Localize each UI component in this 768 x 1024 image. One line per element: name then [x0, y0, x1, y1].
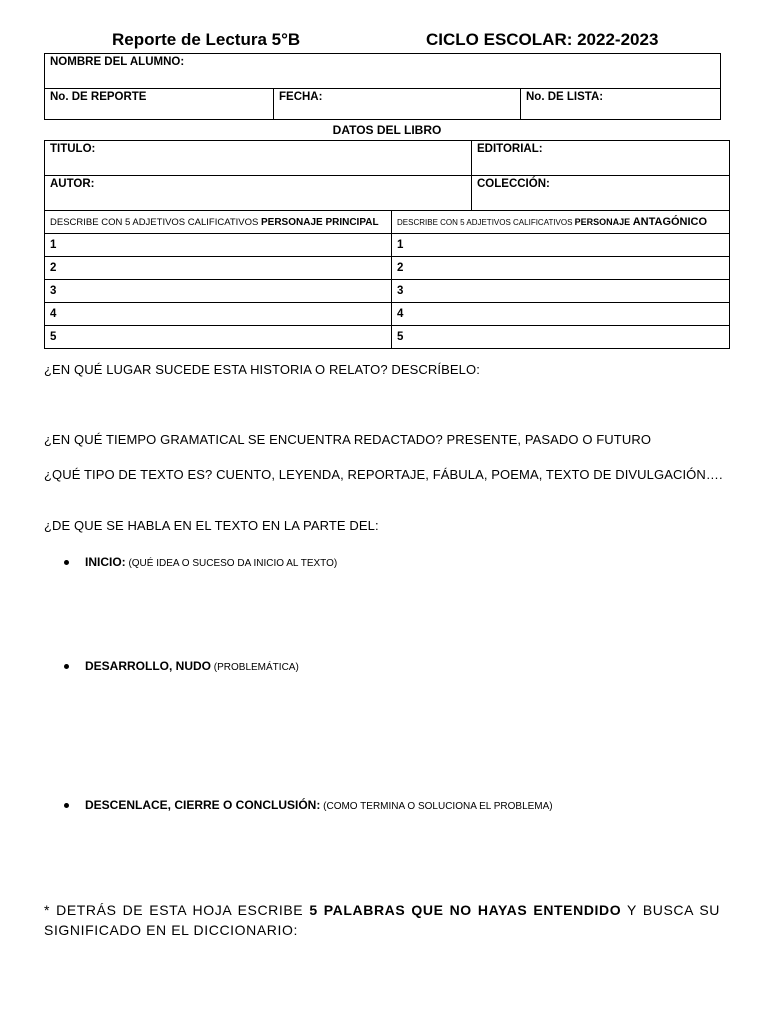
row-number: 1	[50, 239, 57, 251]
list-number-field[interactable]	[521, 89, 721, 120]
bullet-icon	[64, 560, 69, 565]
main-character-row[interactable]	[45, 280, 392, 303]
bullet-icon	[64, 664, 69, 669]
student-info-table	[44, 53, 721, 120]
report-number-field[interactable]	[45, 89, 274, 120]
bullet-icon	[64, 803, 69, 808]
main-character-row[interactable]	[45, 257, 392, 280]
antagonist-row[interactable]	[392, 257, 730, 280]
editorial-label: EDITORIAL:	[477, 143, 543, 155]
question-place: ¿EN QUÉ LUGAR SUCEDE ESTA HISTORIA O RELATO? DESCRÍBELO:	[44, 362, 480, 377]
final-instruction	[44, 900, 720, 940]
student-name-label: NOMBRE DEL ALUMNO:	[50, 56, 185, 68]
main-character-row[interactable]	[45, 303, 392, 326]
book-data-table	[44, 140, 730, 349]
school-cycle: CICLO ESCOLAR: 2022-2023	[426, 30, 659, 49]
author-label: AUTOR:	[50, 178, 95, 190]
question-type: ¿QUÉ TIPO DE TEXTO ES? CUENTO, LEYENDA, REPORTAJE, FÁBULA, POEMA, TEXTO DE DIVULGACIÓN….	[44, 467, 723, 482]
antagonist-row[interactable]	[392, 280, 730, 303]
main-character-header	[45, 211, 392, 234]
row-number: 2	[397, 262, 404, 274]
antagonist-bold-2: ANTAGÓNICO	[632, 216, 708, 228]
part-inicio	[64, 555, 337, 569]
row-number: 5	[50, 331, 57, 343]
question-tense: ¿EN QUÉ TIEMPO GRAMATICAL SE ENCUENTRA REDACTADO? PRESENTE, PASADO O FUTURO	[44, 432, 652, 447]
date-field[interactable]	[274, 89, 521, 120]
antagonist-row[interactable]	[392, 234, 730, 257]
final-bold: 5 PALABRAS QUE NO HAYAS ENTENDIDO	[309, 902, 622, 918]
row-number: 3	[50, 285, 57, 297]
main-character-row[interactable]	[45, 326, 392, 349]
final-prefix: * DETRÁS DE ESTA HOJA ESCRIBE	[44, 902, 310, 918]
editorial-field[interactable]	[472, 141, 730, 176]
date-label: FECHA:	[279, 91, 323, 103]
main-character-prefix: DESCRIBE CON 5 ADJETIVOS CALIFICATIVOS	[50, 216, 261, 228]
antagonist-row[interactable]	[392, 303, 730, 326]
collection-label: COLECCIÓN:	[477, 178, 550, 190]
antagonist-row[interactable]	[392, 326, 730, 349]
question-parts: ¿DE QUE SE HABLA EN EL TEXTO EN LA PARTE DEL:	[44, 518, 379, 533]
main-character-row[interactable]	[45, 234, 392, 257]
list-number-label: No. DE LISTA:	[526, 91, 604, 103]
part-desenlace	[64, 798, 553, 812]
report-number-label: No. DE REPORTE	[50, 91, 147, 103]
final-suffix: Y BUSCA SU SIGNIFICADO EN EL DICCIONARIO:	[44, 902, 720, 938]
book-title-label: TITULO:	[50, 143, 96, 155]
desenlace-note: (COMO TERMINA O SOLUCIONA EL PROBLEMA)	[320, 801, 553, 812]
book-section-title: DATOS DEL LIBRO	[332, 123, 442, 137]
row-number: 4	[50, 308, 57, 320]
row-number: 5	[397, 331, 404, 343]
antagonist-header	[392, 211, 730, 234]
inicio-label: INICIO:	[85, 555, 126, 569]
collection-field[interactable]	[472, 176, 730, 211]
inicio-note: (QUÉ IDEA O SUCESO DA INICIO AL TEXTO)	[125, 558, 338, 569]
row-number: 3	[397, 285, 404, 297]
main-character-bold: PERSONAJE PRINCIPAL	[260, 216, 379, 228]
author-field[interactable]	[45, 176, 472, 211]
antagonist-bold-1: PERSONAJE	[574, 217, 633, 227]
report-title: Reporte de Lectura 5°B	[112, 30, 301, 49]
row-number: 4	[397, 308, 404, 320]
desarrollo-label: DESARROLLO, NUDO	[85, 659, 211, 673]
row-number: 2	[50, 262, 57, 274]
antagonist-prefix: DESCRIBE CON 5 ADJETIVOS CALIFICATIVOS	[397, 218, 575, 227]
desenlace-label: DESCENLACE, CIERRE O CONCLUSIÓN:	[85, 798, 321, 812]
student-name-field[interactable]	[45, 54, 721, 89]
part-desarrollo	[64, 659, 299, 673]
row-number: 1	[397, 239, 404, 251]
book-title-field[interactable]	[45, 141, 472, 176]
desarrollo-note: (PROBLEMÁTICA)	[211, 662, 299, 673]
